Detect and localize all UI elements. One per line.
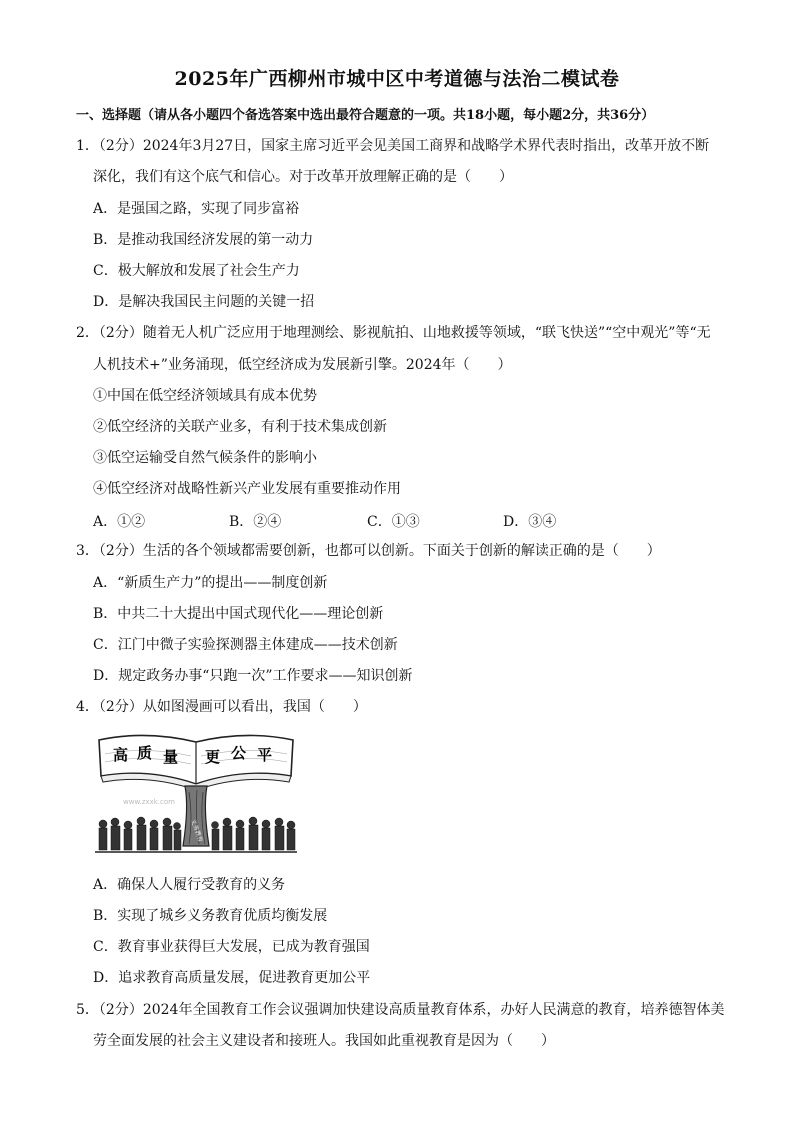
q3-option-b: B．中共二十大提出中国式现代化——理论创新 bbox=[93, 606, 384, 622]
q3-option-d: D．规定政务办事“只跑一次”工作要求——知识创新 bbox=[93, 668, 413, 684]
book-char-4: 更 bbox=[205, 748, 221, 766]
q2-option-c: C．①③ bbox=[367, 514, 420, 530]
education-cartoon bbox=[93, 728, 299, 860]
question-2-stem: 2．（2分）随着无人机广泛应用于地理测绘、影视航拍、山地救援等领域，“联飞快送”“空中观光”等“无 bbox=[76, 325, 711, 341]
book-char-2: 质 bbox=[137, 744, 153, 762]
question-1-stem: 1．（2分）2024年3月27日，国家主席习近平会见美国工商界和战略学术界代表时指出，改革开放不断 bbox=[76, 138, 710, 154]
q2-option-a: A．①② bbox=[93, 514, 146, 530]
q4-option-a: A．确保人人履行受教育的义务 bbox=[93, 877, 286, 893]
question-5-stem-cont: 劳全面发展的社会主义建设者和接班人。我国如此重视教育是因为（ ） bbox=[93, 1033, 555, 1049]
q1-option-a: A．是强国之路，实现了同步富裕 bbox=[93, 201, 300, 217]
book-char-6: 平 bbox=[257, 746, 273, 764]
q1-option-d: D．是解决我国民主问题的关键一招 bbox=[93, 294, 315, 310]
book-char-1: 高 bbox=[113, 746, 129, 764]
q2-item-2: ②低空经济的关联产业多，有利于技术集成创新 bbox=[93, 419, 387, 435]
exam-title: 2025年广西柳州市城中区中考道德与法治二模试卷 bbox=[174, 68, 620, 90]
q4-option-b: B．实现了城乡义务教育优质均衡发展 bbox=[93, 908, 328, 924]
q2-item-3: ③低空运输受自然气候条件的影响小 bbox=[93, 450, 317, 466]
question-5-stem: 5．（2分）2024年全国教育工作会议强调加快建设高质量教育体系，办好人民满意的教育，培养德智体美 bbox=[76, 1002, 725, 1018]
question-4-stem: 4．（2分）从如图漫画可以看出，我国（ ） bbox=[76, 699, 367, 715]
trunk-label: 义务教育 bbox=[189, 818, 204, 844]
watermark-text: www.zxxk.com bbox=[123, 798, 175, 806]
q2-item-4: ④低空经济对战略性新兴产业发展有重要推动作用 bbox=[93, 481, 401, 497]
q1-option-b: B．是推动我国经济发展的第一动力 bbox=[93, 232, 314, 248]
book-char-3: 量 bbox=[163, 748, 179, 766]
section-heading: 一、选择题（请从各小题四个备选答案中选出最符合题意的一项。共18小题，每小题2分，共36分） bbox=[76, 108, 655, 123]
q3-option-c: C．江门中微子实验探测器主体建成——技术创新 bbox=[93, 637, 398, 653]
question-2-stem-cont: 人机技术+”业务涌现，低空经济成为发展新引擎。2024年（ ） bbox=[93, 357, 512, 373]
question-3-stem: 3．（2分）生活的各个领域都需要创新，也都可以创新。下面关于创新的解读正确的是（ ） bbox=[76, 543, 661, 559]
q2-option-d: D．③④ bbox=[503, 514, 557, 530]
q2-item-1: ①中国在低空经济领域具有成本优势 bbox=[93, 388, 317, 404]
q2-option-b: B．②④ bbox=[229, 514, 282, 530]
q1-option-c: C．极大解放和发展了社会生产力 bbox=[93, 263, 300, 279]
q4-option-c: C．教育事业获得巨大发展，已成为教育强国 bbox=[93, 939, 370, 955]
question-1-stem-cont: 深化，我们有这个底气和信心。对于改革开放理解正确的是（ ） bbox=[93, 169, 513, 185]
q4-option-d: D．追求教育高质量发展，促进教育更加公平 bbox=[93, 970, 371, 986]
q3-option-a: A．“新质生产力”的提出——制度创新 bbox=[93, 575, 328, 591]
book-char-5: 公 bbox=[231, 744, 247, 762]
